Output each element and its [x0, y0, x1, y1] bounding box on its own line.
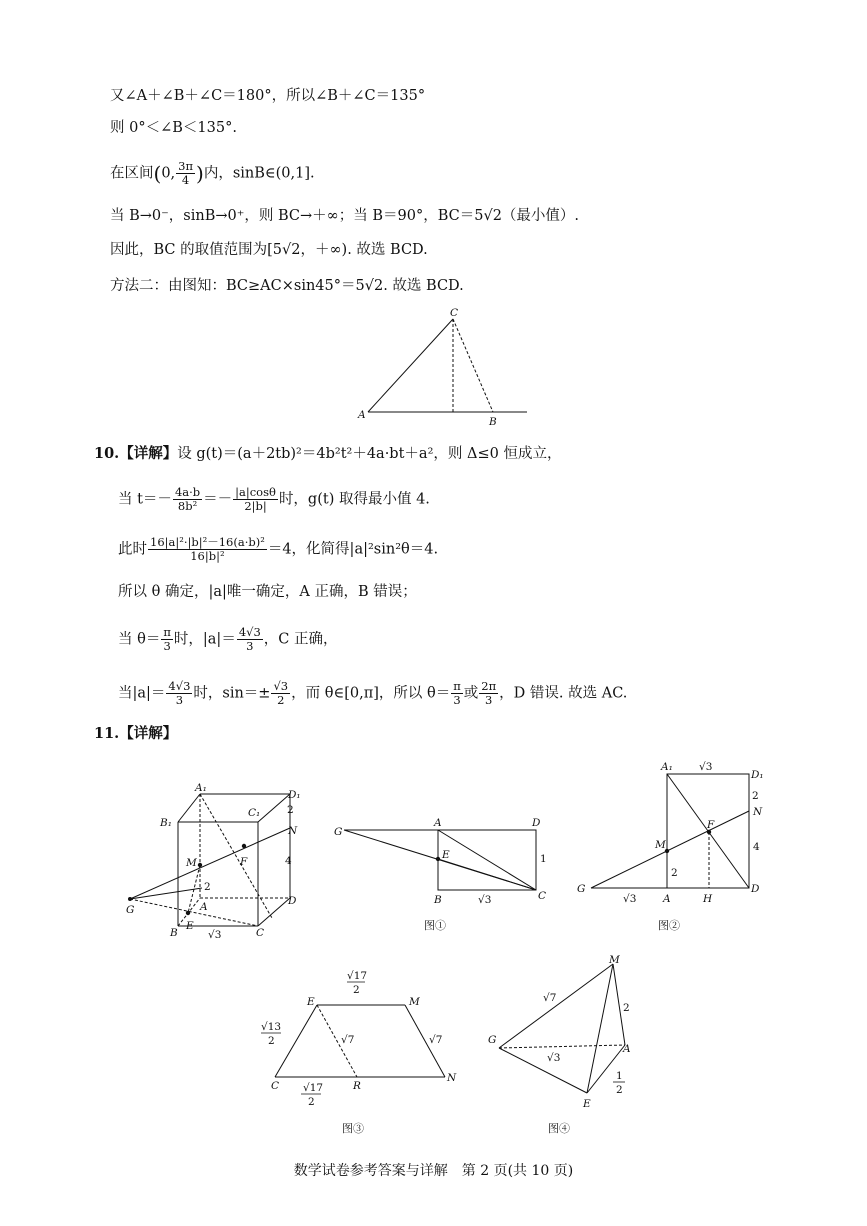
label-N: N [288, 825, 298, 837]
q10-line-5 [118, 626, 338, 653]
label-B: B [170, 927, 178, 939]
frac-num: 3π [178, 159, 194, 173]
q10-l6-c: ，而 θ∈[0,π]，所以 θ＝ [291, 685, 451, 702]
length-2-top: 2 [287, 804, 294, 816]
top-num: √17 [347, 970, 368, 982]
frac-num: π [453, 679, 461, 693]
length-1: 1 [540, 853, 547, 865]
frac-num: π [163, 625, 171, 639]
q10-heading: 10.【详解】 [94, 445, 178, 462]
text-line-5: 因此，BC 的取值范围为[5√2，＋∞). 故选 BCD. [110, 242, 428, 258]
triangle-figure [355, 305, 555, 430]
frac-den: 2|b| [244, 499, 267, 513]
figure-1-caption: 图① [424, 919, 446, 932]
length-GM: √7 [543, 992, 557, 1004]
fraction [176, 160, 195, 187]
length-GA: √3 [547, 1052, 561, 1064]
label-C: C [256, 927, 265, 939]
length-MA: 2 [623, 1002, 630, 1014]
figure-1 [330, 815, 560, 905]
frac-den: 4 [181, 173, 190, 187]
length-sqrt3: √3 [478, 894, 492, 906]
q10-l6-a: 当|a|＝ [118, 685, 166, 702]
label-F: F [240, 856, 248, 868]
figure-3 [255, 965, 485, 1115]
label-B1: B₁ [160, 817, 172, 829]
top-den: 2 [353, 984, 360, 996]
label-E: E [442, 849, 450, 861]
length-sqrt3-top: √3 [699, 761, 713, 773]
text-line-6: 方法二：由图知：BC≥AC×sin45°＝5√2. 故选 BCD. [110, 278, 464, 294]
q10-l2-c: 时，g(t) 取得最小值 4. [278, 491, 430, 508]
fraction [271, 680, 290, 707]
figure-2-caption: 图② [658, 919, 680, 932]
text-line-1: 又∠A＋∠B＋∠C＝180°，所以∠B＋∠C＝135° [110, 88, 426, 104]
frac-num: 4a·b [174, 485, 201, 499]
figure-4-caption: 图④ [548, 1122, 570, 1135]
label-H: H [703, 893, 713, 905]
q10-l6-b: 时，sin＝± [193, 685, 271, 702]
q10-l2-b: ＝－ [203, 491, 233, 508]
q10-line-1 [94, 444, 561, 464]
label-R: R [353, 1080, 361, 1092]
label-E: E [307, 996, 315, 1008]
figure-3-caption: 图③ [342, 1122, 364, 1135]
length-4: 4 [753, 841, 760, 853]
bottom-den: 2 [308, 1096, 315, 1108]
label-D: D [751, 883, 760, 895]
label-F: F [707, 819, 715, 831]
frac-den: 3 [453, 693, 461, 707]
q10-text-1: 设 g(t)＝(a＋2tb)²＝4b²t²＋4a·bt＋a²，则 Δ≤0 恒成立， [177, 446, 562, 462]
left-num: √13 [261, 1021, 282, 1033]
frac-num: 16|a|²·|b|²－16(a·b)² [150, 535, 265, 549]
label-D: D [532, 817, 541, 829]
label-G: G [126, 904, 135, 916]
bottom-num: √17 [303, 1082, 324, 1094]
q10-line-4: 所以 θ 确定，|a|唯一确定，A 正确，B 错误； [118, 584, 417, 600]
frac-den: 8b² [177, 499, 198, 513]
label-G: G [488, 1034, 497, 1046]
page-footer: 数学试卷参考答案与详解 第 2 页(共 10 页) [293, 1163, 574, 1179]
mid-length: √7 [341, 1034, 355, 1046]
label-M: M [186, 857, 197, 869]
text-line-3: 在区间(0, $\frac{3\pi}{4}$ )内，sinB∈(0,1]. [110, 159, 315, 187]
text-line-4: 当 B→0⁻，sinB→0⁺，则 BC→＋∞；当 B＝90°，BC＝5√2（最小值）. [110, 208, 580, 224]
ea-num: 1 [616, 1070, 623, 1082]
figure-4 [485, 955, 645, 1110]
frac-den: 3 [485, 693, 493, 707]
q10-l2-a: 当 t＝－ [118, 491, 172, 508]
right-length: √7 [429, 1034, 443, 1046]
frac-den: 3 [163, 639, 171, 653]
q10-l6-d: 或 [463, 685, 479, 702]
frac-num: |a|cosθ [235, 485, 276, 499]
label-E: E [583, 1098, 591, 1110]
q10-l3-b: ＝4，化简得|a|²sin²θ＝4. [267, 541, 439, 558]
q10-l3-a: 此时 [118, 541, 147, 558]
label-G: G [334, 826, 343, 838]
label-A: A [623, 1043, 631, 1055]
label-D: D [288, 895, 297, 907]
label-A: A [434, 817, 442, 829]
label-C: C [271, 1080, 280, 1092]
text-line-3-a: 在区间 [110, 165, 154, 182]
frac-num: 4√3 [238, 625, 261, 639]
length-2: 2 [204, 881, 211, 893]
label-M: M [655, 839, 666, 851]
frac-num: 4√3 [168, 679, 191, 693]
label-C: C [450, 307, 459, 319]
frac-den: 3 [246, 639, 254, 653]
fraction [451, 680, 463, 707]
label-M: M [609, 954, 620, 966]
fraction [166, 680, 192, 707]
frac-num: √3 [273, 679, 289, 693]
label-G: G [577, 883, 586, 895]
label-C1: C₁ [248, 807, 261, 819]
fraction [237, 626, 263, 653]
label-N: N [447, 1072, 457, 1084]
length-2-right: 2 [752, 790, 759, 802]
length-4: 4 [285, 855, 292, 867]
q10-l6-e: ，D 错误. 故选 AC. [499, 685, 628, 702]
label-M: M [409, 996, 420, 1008]
label-B: B [489, 416, 497, 428]
fraction [148, 536, 267, 563]
frac-num: 2π [481, 679, 497, 693]
q10-l5-a: 当 θ＝ [118, 631, 161, 648]
cube-figure [120, 780, 310, 940]
left-den: 2 [268, 1035, 275, 1047]
text-line-2: 则 0°＜∠B＜135°. [110, 120, 237, 136]
label-B: B [434, 894, 442, 906]
label-N: N [753, 806, 763, 818]
fraction [479, 680, 498, 707]
frac-den: 16|b|² [190, 549, 225, 563]
q10-line-3 [118, 536, 438, 563]
label-A: A [663, 893, 671, 905]
label-D1: D₁ [751, 769, 764, 781]
text-line-3-b: 内，sinB∈(0,1]. [203, 165, 315, 182]
frac-den: 3 [175, 693, 184, 707]
label-D1: D₁ [288, 789, 301, 801]
q10-l5-c: ，C 正确， [263, 631, 338, 648]
label-A1: A₁ [661, 761, 673, 773]
length-sqrt3: √3 [208, 929, 222, 941]
q10-line-6 [118, 680, 627, 707]
label-C: C [538, 890, 547, 902]
frac-den: 2 [277, 693, 285, 707]
label-A: A [358, 409, 366, 421]
q11-heading: 11.【详解】 [94, 725, 178, 742]
label-A1: A₁ [195, 782, 207, 794]
length-2: 2 [671, 867, 678, 879]
figure-2 [573, 758, 773, 908]
fraction [161, 626, 173, 653]
fraction [233, 486, 278, 513]
fraction [173, 486, 202, 513]
label-A: A [200, 901, 208, 913]
label-E: E [186, 920, 194, 932]
q10-line-2 [118, 486, 430, 513]
length-sqrt3-bottom: √3 [623, 893, 637, 905]
ea-den: 2 [616, 1084, 623, 1096]
q10-l5-b: 时，|a|＝ [173, 631, 236, 648]
